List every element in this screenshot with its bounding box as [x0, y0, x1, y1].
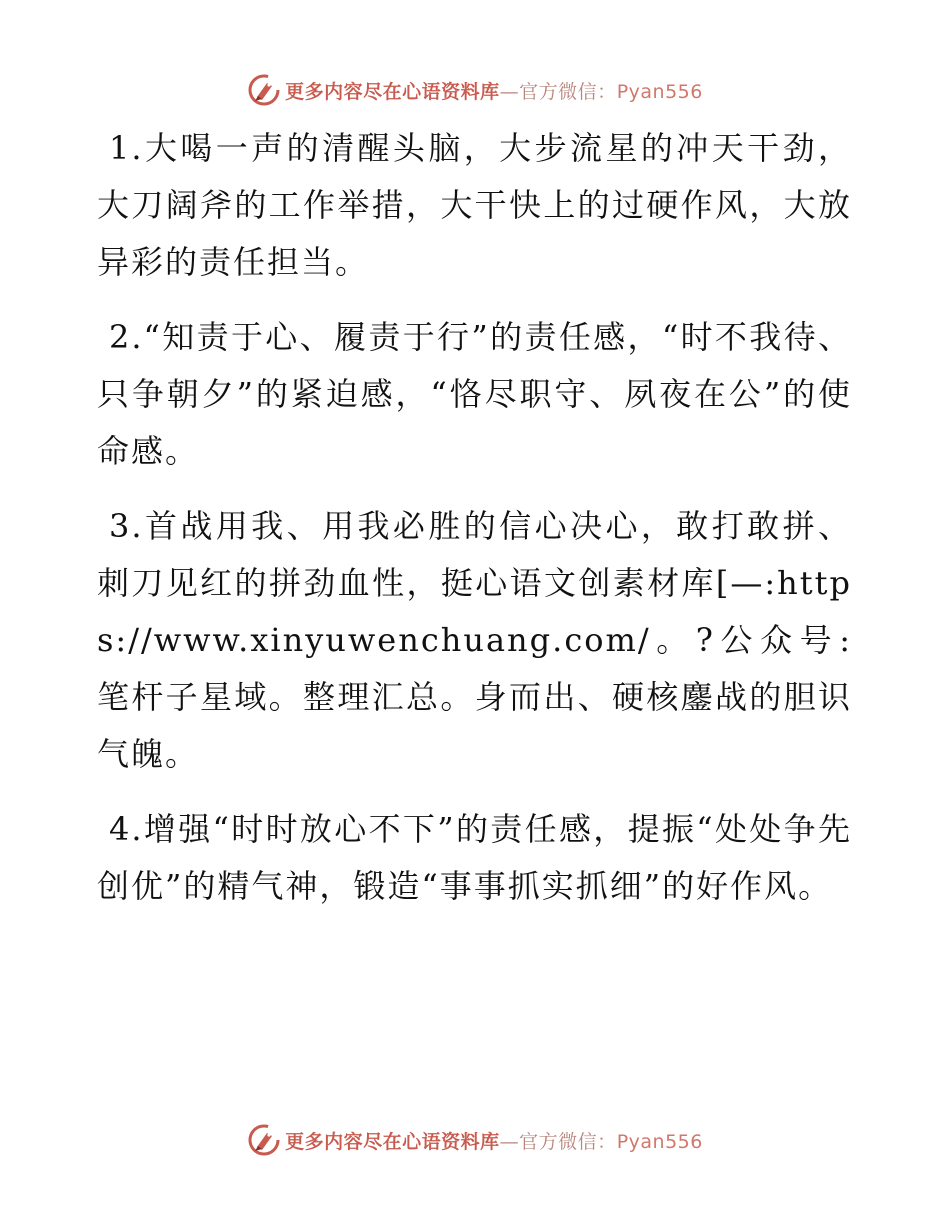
- paragraph-4: 4.增强“时时放心不下”的责任感，提振“处处争先创优”的精气神，锻造“事事抓实抓细”的好作风。: [97, 810, 852, 905]
- header-wechat-id: Pyan556: [616, 80, 703, 103]
- document-body: [97, 120, 852, 933]
- pen-nib-logo-icon: [247, 73, 281, 107]
- footer-site-name: 更多内容尽在心语资料库: [285, 1130, 500, 1153]
- paragraph-3: 3.首战用我、用我必胜的信心决心，敢打敢拼、刺刀见红的拼劲血性，挺心语文创素材库[—:https://www.xinyuwenchuang.com/。?公众号:笔杆子星域。整理汇总。身而出、硬核鏖战的胆识气魄。: [97, 507, 852, 773]
- header-official-label: 官方微信：: [519, 80, 617, 103]
- paragraph-2: 2.“知责于心、履责于行”的责任感，“时不我待、只争朝夕”的紧迫感，“恪尽职守、夙夜在公”的使命感。: [97, 318, 852, 470]
- footer-official-label: 官方微信：: [519, 1130, 617, 1153]
- footer-banner: [0, 1120, 950, 1160]
- footer-text: [285, 1127, 703, 1154]
- pen-nib-logo-icon: [247, 1123, 281, 1157]
- header-text: [285, 77, 703, 104]
- header-site-name: 更多内容尽在心语资料库: [285, 80, 500, 103]
- header-banner: [0, 70, 950, 110]
- header-dash: —: [499, 80, 520, 103]
- paragraph-1: 1.大喝一声的清醒头脑，大步流星的冲天干劲，大刀阔斧的工作举措，大干快上的过硬作风，大放异彩的责任担当。: [97, 129, 852, 281]
- footer-dash: —: [499, 1130, 520, 1153]
- footer-wechat-id: Pyan556: [616, 1130, 703, 1153]
